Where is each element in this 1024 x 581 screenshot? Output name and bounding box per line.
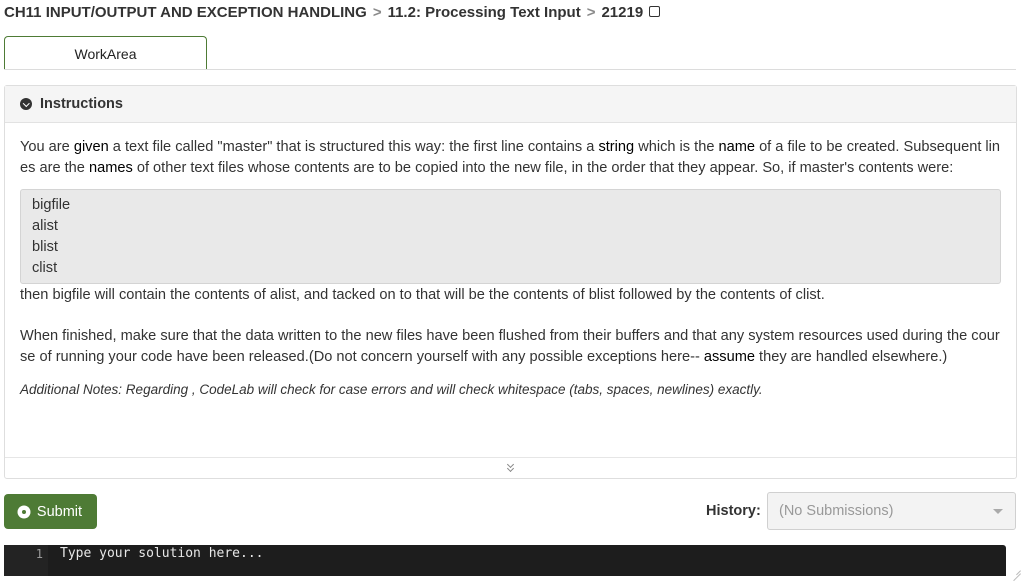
text-span: they are handled elsewhere.) [754, 349, 948, 365]
instructions-paragraph: then bigfile will contain the contents of alist, and tacked on to that will be the contents of blist followed by the contents of clist. [20, 287, 825, 303]
breadcrumb-separator: > [586, 3, 596, 21]
breadcrumb-separator: > [372, 3, 382, 21]
text-span: which is the [634, 139, 719, 155]
instructions-body [5, 123, 1016, 400]
code-line: bigfile [32, 197, 71, 213]
keyword-link[interactable]: string [598, 139, 635, 155]
submit-label: Submit [36, 503, 83, 520]
code-line: clist [32, 260, 58, 276]
code-line: blist [32, 239, 58, 255]
text-span: of a file to be created. Subsequent lines are the [20, 139, 1001, 176]
instructions-panel [4, 85, 1017, 479]
text-span: of other text files whose contents are to be copied into the new file, in the order that they appear. So, if master's contents were: [132, 160, 954, 176]
instructions-paragraph [20, 137, 1001, 179]
double-chevron-down-icon [505, 462, 517, 474]
solution-input[interactable]: Type your solution here... [60, 546, 264, 561]
text-span: a text file called "master" that is structured this way: the first line contains a [108, 139, 599, 155]
history-label: History: [706, 503, 761, 519]
tab-workarea[interactable]: WorkArea [4, 36, 207, 69]
history-select[interactable] [767, 492, 1016, 530]
text-span: You are [20, 139, 74, 155]
sample-code-block [20, 189, 1001, 284]
instructions-header[interactable] [5, 86, 1016, 123]
resize-handle-icon[interactable] [1011, 564, 1021, 574]
submit-button[interactable] [4, 494, 97, 529]
keyword-link[interactable]: given [73, 139, 109, 155]
expand-toggle[interactable] [5, 457, 1016, 478]
instructions-paragraph [20, 326, 1001, 368]
gear-icon [19, 507, 29, 517]
breadcrumb-exercise: 21219 [601, 3, 644, 21]
additional-notes: Additional Notes: Regarding , CodeLab will check for case errors and will check whitespace (tabs, spaces, newlines) exactly. [20, 382, 763, 397]
code-line: alist [32, 218, 58, 234]
line-number: 1 [4, 545, 48, 576]
instructions-title: Instructions [40, 96, 123, 112]
history-value: (No Submissions) [779, 503, 894, 519]
chevron-down-circle-icon [20, 98, 32, 110]
keyword-link[interactable]: assume [703, 349, 755, 365]
breadcrumb-section[interactable]: 11.2: Processing Text Input [387, 3, 581, 21]
text-span: When finished, make sure that the data written to the new files have been flushed from their buffers and that any system resources used during the course of running your code have been released.(Do not concern yourself with any possible exceptions here-- [20, 328, 1000, 365]
code-editor[interactable] [4, 545, 1006, 576]
breadcrumb-chapter[interactable]: CH11 INPUT/OUTPUT AND EXCEPTION HANDLING [4, 3, 367, 21]
breadcrumb [4, 3, 660, 21]
tab-bar [4, 36, 1016, 70]
keyword-link[interactable]: names [88, 160, 133, 176]
chevron-down-icon [993, 509, 1003, 514]
checkbox-icon[interactable] [649, 6, 660, 17]
keyword-link[interactable]: name [718, 139, 756, 155]
